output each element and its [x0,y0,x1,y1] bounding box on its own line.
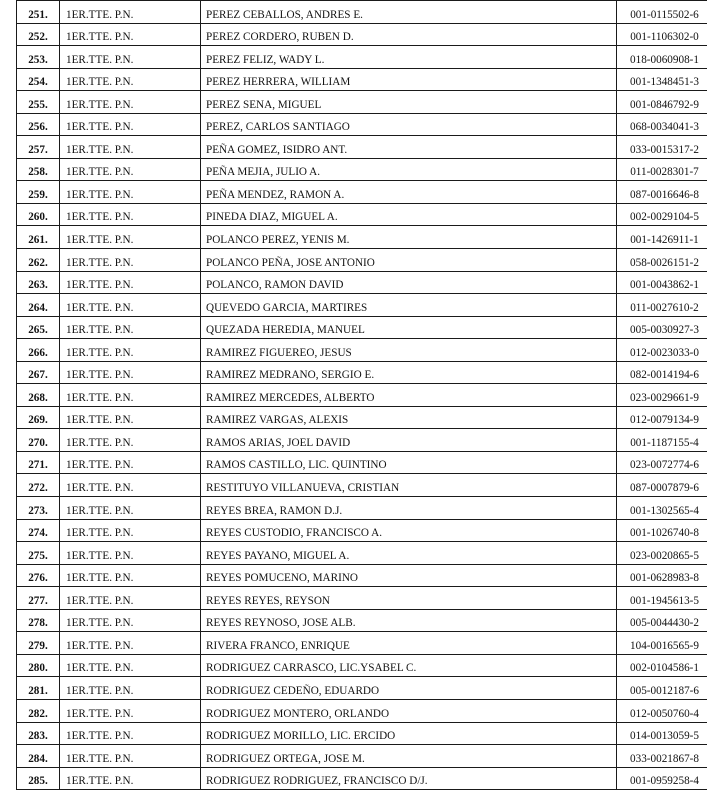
rank-cell: 1ER.TTE. P.N. [60,181,201,204]
rank-cell: 1ER.TTE. P.N. [60,271,201,294]
id-number-cell: 033-0021867-8 [617,745,707,768]
rank-cell: 1ER.TTE. P.N. [60,519,201,542]
id-number-cell: 001-1106302-0 [617,23,707,46]
rank-cell: 1ER.TTE. P.N. [60,722,201,745]
row-number: 252. [17,23,60,46]
table-row [17,181,707,204]
name-cell: RAMOS ARIAS, JOEL DAVID [201,429,617,452]
name-cell: PINEDA DIAZ, MIGUEL A. [201,203,617,226]
table-row [17,226,707,249]
row-number: 257. [17,136,60,159]
rank-cell: 1ER.TTE. P.N. [60,429,201,452]
row-number: 282. [17,699,60,722]
name-cell: RESTITUYO VILLANUEVA, CRISTIAN [201,474,617,497]
table-row [17,609,707,632]
id-number-cell: 001-1348451-3 [617,68,707,91]
row-number: 274. [17,519,60,542]
id-number-cell: 023-0072774-6 [617,451,707,474]
row-number: 278. [17,609,60,632]
row-number: 265. [17,316,60,339]
table-row [17,474,707,497]
row-number: 266. [17,339,60,362]
table-row [17,542,707,565]
table-row [17,699,707,722]
table-row [17,429,707,452]
id-number-cell: 012-0079134-9 [617,406,707,429]
table-row [17,1,707,24]
table-row [17,91,707,114]
row-number: 272. [17,474,60,497]
rank-cell: 1ER.TTE. P.N. [60,1,201,24]
roster-body [17,1,707,790]
name-cell: POLANCO PEREZ, YENIS M. [201,226,617,249]
name-cell: PEÑA MEJIA, JULIO A. [201,158,617,181]
name-cell: REYES REYES, REYSON [201,587,617,610]
name-cell: PEREZ, CARLOS SANTIAGO [201,113,617,136]
id-number-cell: 087-0007879-6 [617,474,707,497]
table-row [17,654,707,677]
id-number-cell: 001-0115502-6 [617,1,707,24]
table-row [17,361,707,384]
rank-cell: 1ER.TTE. P.N. [60,113,201,136]
rank-cell: 1ER.TTE. P.N. [60,632,201,655]
rank-cell: 1ER.TTE. P.N. [60,564,201,587]
rank-cell: 1ER.TTE. P.N. [60,542,201,565]
name-cell: REYES POMUCENO, MARINO [201,564,617,587]
rank-cell: 1ER.TTE. P.N. [60,136,201,159]
table-row [17,294,707,317]
table-row [17,316,707,339]
name-cell: QUEVEDO GARCIA, MARTIRES [201,294,617,317]
row-number: 281. [17,677,60,700]
name-cell: RODRIGUEZ CARRASCO, LIC.YSABEL C. [201,654,617,677]
row-number: 284. [17,745,60,768]
row-number: 258. [17,158,60,181]
name-cell: QUEZADA HEREDIA, MANUEL [201,316,617,339]
row-number: 254. [17,68,60,91]
row-number: 283. [17,722,60,745]
row-number: 280. [17,654,60,677]
table-row [17,745,707,768]
rank-cell: 1ER.TTE. P.N. [60,587,201,610]
row-number: 262. [17,249,60,272]
rank-cell: 1ER.TTE. P.N. [60,91,201,114]
rank-cell: 1ER.TTE. P.N. [60,767,201,790]
name-cell: PEÑA GOMEZ, ISIDRO ANT. [201,136,617,159]
rank-cell: 1ER.TTE. P.N. [60,226,201,249]
rank-cell: 1ER.TTE. P.N. [60,406,201,429]
row-number: 260. [17,203,60,226]
table-row [17,339,707,362]
row-number: 273. [17,497,60,520]
name-cell: REYES CUSTODIO, FRANCISCO A. [201,519,617,542]
row-number: 261. [17,226,60,249]
name-cell: REYES BREA, RAMON D.J. [201,497,617,520]
id-number-cell: 002-0029104-5 [617,203,707,226]
name-cell: RIVERA FRANCO, ENRIQUE [201,632,617,655]
row-number: 267. [17,361,60,384]
rank-cell: 1ER.TTE. P.N. [60,677,201,700]
rank-cell: 1ER.TTE. P.N. [60,654,201,677]
table-row [17,46,707,69]
table-row [17,564,707,587]
rank-cell: 1ER.TTE. P.N. [60,316,201,339]
name-cell: RODRIGUEZ RODRIGUEZ, FRANCISCO D/J. [201,767,617,790]
table-row [17,451,707,474]
rank-cell: 1ER.TTE. P.N. [60,497,201,520]
row-number: 253. [17,46,60,69]
id-number-cell: 001-1026740-8 [617,519,707,542]
row-number: 268. [17,384,60,407]
rank-cell: 1ER.TTE. P.N. [60,384,201,407]
table-row [17,23,707,46]
id-number-cell: 058-0026151-2 [617,249,707,272]
row-number: 275. [17,542,60,565]
id-number-cell: 023-0020865-5 [617,542,707,565]
table-row [17,519,707,542]
id-number-cell: 005-0012187-6 [617,677,707,700]
rank-cell: 1ER.TTE. P.N. [60,339,201,362]
row-number: 279. [17,632,60,655]
rank-cell: 1ER.TTE. P.N. [60,361,201,384]
id-number-cell: 001-0959258-4 [617,767,707,790]
rank-cell: 1ER.TTE. P.N. [60,203,201,226]
name-cell: PEREZ SENA, MIGUEL [201,91,617,114]
name-cell: RAMIREZ MERCEDES, ALBERTO [201,384,617,407]
row-number: 264. [17,294,60,317]
id-number-cell: 001-1302565-4 [617,497,707,520]
name-cell: RODRIGUEZ CEDEÑO, EDUARDO [201,677,617,700]
id-number-cell: 104-0016565-9 [617,632,707,655]
name-cell: REYES PAYANO, MIGUEL A. [201,542,617,565]
rank-cell: 1ER.TTE. P.N. [60,609,201,632]
id-number-cell: 087-0016646-8 [617,181,707,204]
table-row [17,271,707,294]
id-number-cell: 018-0060908-1 [617,46,707,69]
id-number-cell: 033-0015317-2 [617,136,707,159]
row-number: 269. [17,406,60,429]
rank-cell: 1ER.TTE. P.N. [60,474,201,497]
name-cell: RAMOS CASTILLO, LIC. QUINTINO [201,451,617,474]
row-number: 263. [17,271,60,294]
name-cell: RODRIGUEZ MONTERO, ORLANDO [201,699,617,722]
table-row [17,136,707,159]
id-number-cell: 001-1945613-5 [617,587,707,610]
row-number: 271. [17,451,60,474]
id-number-cell: 005-0030927-3 [617,316,707,339]
name-cell: RAMIREZ MEDRANO, SERGIO E. [201,361,617,384]
table-row [17,203,707,226]
id-number-cell: 001-0043862-1 [617,271,707,294]
rank-cell: 1ER.TTE. P.N. [60,745,201,768]
row-number: 256. [17,113,60,136]
name-cell: REYES REYNOSO, JOSE ALB. [201,609,617,632]
name-cell: PEREZ CEBALLOS, ANDRES E. [201,1,617,24]
id-number-cell: 014-0013059-5 [617,722,707,745]
name-cell: RODRIGUEZ MORILLO, LIC. ERCIDO [201,722,617,745]
rank-cell: 1ER.TTE. P.N. [60,451,201,474]
personnel-roster-table [16,0,707,790]
table-row [17,632,707,655]
rank-cell: 1ER.TTE. P.N. [60,249,201,272]
id-number-cell: 012-0050760-4 [617,699,707,722]
rank-cell: 1ER.TTE. P.N. [60,46,201,69]
name-cell: POLANCO, RAMON DAVID [201,271,617,294]
table-row [17,497,707,520]
name-cell: POLANCO PEÑA, JOSE ANTONIO [201,249,617,272]
table-row [17,113,707,136]
id-number-cell: 082-0014194-6 [617,361,707,384]
rank-cell: 1ER.TTE. P.N. [60,294,201,317]
name-cell: RODRIGUEZ ORTEGA, JOSE M. [201,745,617,768]
rank-cell: 1ER.TTE. P.N. [60,158,201,181]
row-number: 259. [17,181,60,204]
row-number: 255. [17,91,60,114]
name-cell: PEREZ HERRERA, WILLIAM [201,68,617,91]
rank-cell: 1ER.TTE. P.N. [60,23,201,46]
table-row [17,767,707,790]
id-number-cell: 068-0034041-3 [617,113,707,136]
name-cell: PEREZ FELIZ, WADY L. [201,46,617,69]
name-cell: RAMIREZ FIGUEREO, JESUS [201,339,617,362]
id-number-cell: 023-0029661-9 [617,384,707,407]
table-row [17,587,707,610]
id-number-cell: 001-0628983-8 [617,564,707,587]
table-row [17,68,707,91]
table-row [17,677,707,700]
table-row [17,722,707,745]
table-row [17,158,707,181]
name-cell: PEÑA MENDEZ, RAMON A. [201,181,617,204]
id-number-cell: 002-0104586-1 [617,654,707,677]
row-number: 276. [17,564,60,587]
table-row [17,384,707,407]
id-number-cell: 001-0846792-9 [617,91,707,114]
row-number: 251. [17,1,60,24]
id-number-cell: 001-1426911-1 [617,226,707,249]
rank-cell: 1ER.TTE. P.N. [60,699,201,722]
table-row [17,249,707,272]
id-number-cell: 001-1187155-4 [617,429,707,452]
id-number-cell: 005-0044430-2 [617,609,707,632]
id-number-cell: 012-0023033-0 [617,339,707,362]
row-number: 285. [17,767,60,790]
row-number: 277. [17,587,60,610]
table-row [17,406,707,429]
id-number-cell: 011-0027610-2 [617,294,707,317]
row-number: 270. [17,429,60,452]
id-number-cell: 011-0028301-7 [617,158,707,181]
name-cell: RAMIREZ VARGAS, ALEXIS [201,406,617,429]
rank-cell: 1ER.TTE. P.N. [60,68,201,91]
name-cell: PEREZ CORDERO, RUBEN D. [201,23,617,46]
